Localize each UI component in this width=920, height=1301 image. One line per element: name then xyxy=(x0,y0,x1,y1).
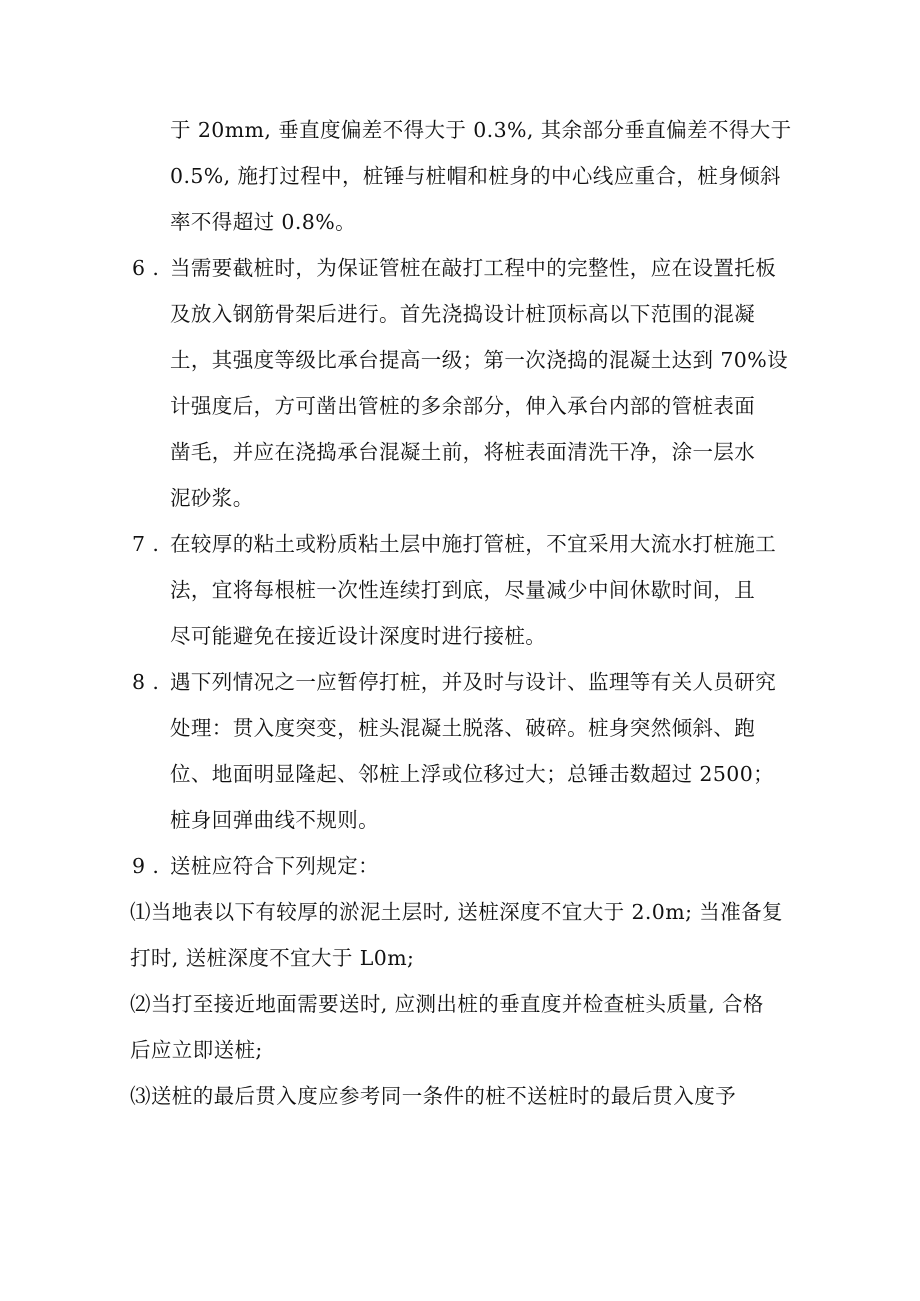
paragraph-line: 凿毛，并应在浇捣承台混凝土前，将桩表面清洗干净，涂一层水 xyxy=(170,440,756,464)
paragraph-line: 计强度后，方可凿出管桩的多余部分，伸入承台内部的管桩表面 xyxy=(170,394,756,418)
sub-item-line: 后应立即送桩; xyxy=(130,1038,263,1062)
paragraph-line: 遇下列情况之一应暂停打桩，并及时与设计、监理等有关人员研究 xyxy=(170,670,777,694)
paragraph-line: 处理：贯入度突变，桩头混凝土脱落、破碎。桩身突然倾斜、跑 xyxy=(170,716,756,740)
list-item-6 xyxy=(132,254,776,282)
sub-item-line: ⑵当打至接近地面需要送时, 应测出桩的垂直度并检查桩头质量, 合格 xyxy=(130,992,764,1016)
paragraph-line: 于 20mm, 垂直度偏差不得大于 0.3%, 其余部分垂直偏差不得大于 xyxy=(170,118,792,142)
list-number: 6 . xyxy=(132,256,160,280)
paragraph-line: 位、地面明显隆起、邻桩上浮或位移过大；总锤击数超过 2500； xyxy=(170,762,775,786)
list-number: 9 . xyxy=(132,854,160,878)
paragraph-line: 及放入钢筋骨架后进行。首先浇捣设计桩顶标高以下范围的混凝 xyxy=(170,302,756,326)
paragraph-line: 当需要截桩时，为保证管桩在敲打工程中的完整性，应在设置托板 xyxy=(170,256,777,280)
paragraph-line: 泥砂浆。 xyxy=(170,486,254,510)
paragraph-line: 桩身回弹曲线不规则。 xyxy=(170,808,379,832)
sub-item-line: 打时, 送桩深度不宜大于 L0m; xyxy=(130,946,415,970)
list-number: 7 . xyxy=(132,532,160,556)
sub-item-line: ⑶送桩的最后贯入度应参考同一条件的桩不送桩时的最后贯入度予 xyxy=(130,1084,737,1108)
list-number: 8 . xyxy=(132,670,160,694)
paragraph-line: 法，宜将每根桩一次性连续打到底，尽量减少中间休歇时间，且 xyxy=(170,578,756,602)
list-item-7 xyxy=(132,530,776,558)
paragraph-line: 土，其强度等级比承台提高一级；第一次浇捣的混凝土达到 70%设 xyxy=(170,348,788,372)
paragraph-line: 送桩应符合下列规定： xyxy=(170,854,379,878)
list-item-8 xyxy=(132,668,776,696)
paragraph-line: 率不得超过 0.8%。 xyxy=(170,210,356,234)
paragraph-line: 在较厚的粘土或粉质粘土层中施打管桩，不宜采用大流水打桩施工 xyxy=(170,532,777,556)
paragraph-line: 尽可能避免在接近设计深度时进行接桩。 xyxy=(170,624,547,648)
paragraph-line: 0.5%, 施打过程中，桩锤与桩帽和桩身的中心线应重合，桩身倾斜 xyxy=(170,164,781,188)
sub-item-line: ⑴当地表以下有较厚的淤泥土层时, 送桩深度不宜大于 2.0m; 当准备复 xyxy=(130,900,783,924)
list-item-9 xyxy=(132,852,379,880)
